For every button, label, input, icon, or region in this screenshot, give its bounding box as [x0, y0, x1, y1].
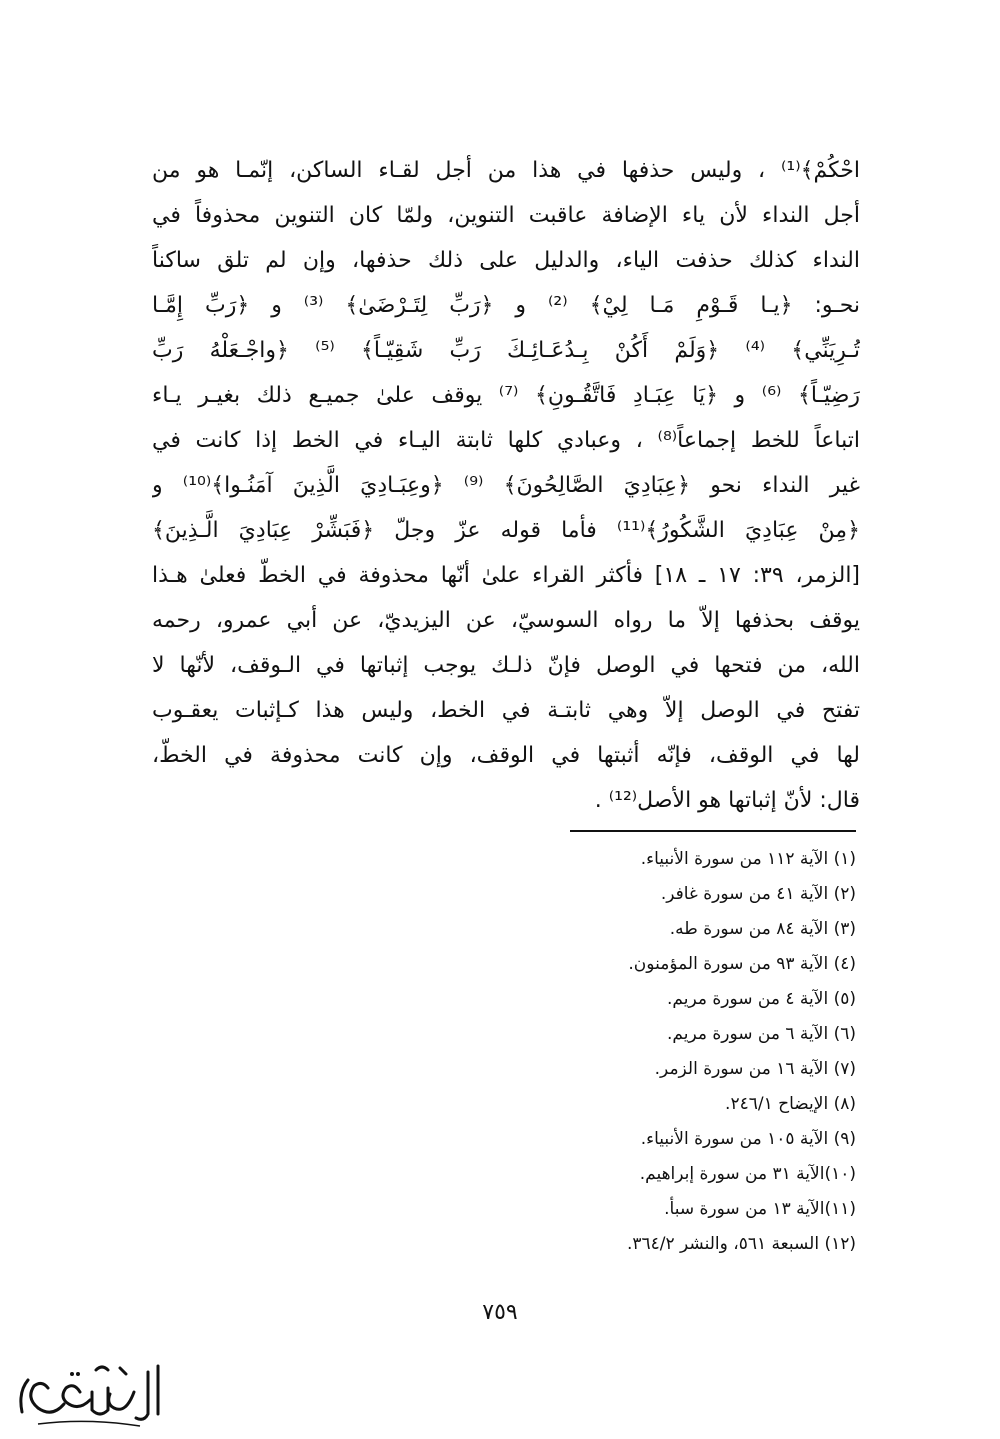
footnote: (٧) الآية ١٦ من سورة الزمر. — [654, 1059, 856, 1079]
text-line: رَضِيّـاً﴾ ⁽⁶⁾ و ﴿يَا عِبَـادِ فَاتَّقُـونِ﴾ ⁽⁷⁾ يوقف علىٰ جميـع ذلك بغيـر يـاء — [152, 383, 860, 408]
text-line: لها في الوقف، فإنّه أثبتها في الوقف، وإن كانت محذوفة في الخطّ، — [152, 743, 860, 768]
main-text-block — [152, 148, 860, 823]
footnote: (٦) الآية ٦ من سورة مريم. — [667, 1024, 856, 1044]
footnote: (٤) الآية ٩٣ من سورة المؤمنون. — [628, 954, 856, 974]
text-line: [الزمر، ٣٩: ١٧ ـ ١٨] فأكثر القراء علىٰ أنّها محذوفة في الخطّ فعلىٰ هـذا — [152, 563, 860, 588]
footnote-separator — [570, 830, 856, 832]
text-line: قال: لأنّ إثباتها هو الأصل⁽¹²⁾ . — [594, 788, 860, 813]
text-line: نحـو: ﴿يـا قَـوْمِ مَـا لِيْ﴾ ⁽²⁾ و ﴿رَبِّ لِتَـرْضَىٰ﴾ ⁽³⁾ و ﴿رَبِّ إِمَّـا — [152, 293, 860, 318]
text-line: ﴿مِنْ عِبَادِيَ الشَّكُورُ﴾⁽¹¹⁾ فأما قوله عزّ وجلّ ﴿فَبَشِّرْ عِبَادِيَ الَّـذِينَ﴾ — [152, 518, 860, 543]
text-line: أجل النداء لأن ياء الإضافة عاقبت التنوين، ولمّا كان التنوين محذوفاً في — [152, 203, 860, 228]
text-line: النداء كذلك حذفت الياء، والدليل على ذلك حذفها، وإن لم تلق ساكناً — [152, 248, 860, 273]
calligraphy-logo-icon — [8, 1352, 168, 1432]
footnote: (٥) الآية ٤ من سورة مريم. — [667, 989, 856, 1009]
footnote: (٨) الإيضاح ٢٤٦/١. — [725, 1094, 856, 1114]
text-line: الله، من فتحها في الوصل فإنّ ذلـك يوجب إثباتها في الـوقف، لأنّها لا — [152, 653, 860, 678]
footnote: (١١)الآية ١٣ من سورة سبأ. — [664, 1199, 856, 1219]
footnotes-block — [400, 842, 856, 1262]
text-line: احْكُمْ﴾⁽¹⁾ ، وليس حذفها في هذا من أجل لقـاء الساكن، إنّمـا هو من — [152, 158, 860, 183]
footnote: (١٠)الآية ٣١ من سورة إبراهيم. — [639, 1164, 856, 1184]
footnote: (٢) الآية ٤١ من سورة غافر. — [660, 884, 856, 904]
text-line: تُـرِيَنِّي﴾ ⁽⁴⁾ ﴿وَلَمْ أَكُنْ بِـدُعَـائِـكَ رَبِّ شَقِيّـاً﴾ ⁽⁵⁾ ﴿واجْـعَلْهُ رَبِّ — [152, 338, 860, 363]
text-line: تفتح في الوصل إلاّ وهي ثابتـة في الخط، وليس هذا كـإثبات يعقـوب — [152, 698, 860, 723]
page-number: ٧٥٩ — [482, 1300, 518, 1325]
footnote: (٣) الآية ٨٤ من سورة طه. — [669, 919, 856, 939]
text-line: اتباعاً للخط إجماعاً⁽⁸⁾ ، وعبادي كلها ثابتة اليـاء في الخط إذا كانت في — [152, 428, 860, 453]
text-line: غير النداء نحو ﴿عِبَادِيَ الصَّالِحُونَ﴾ ⁽⁹⁾ ﴿وعِبَـادِيَ الَّذِينَ آمَنُـوا﴾⁽¹⁰⁾ و — [152, 473, 860, 498]
footnote: (١٢) السبعة ٥٦١، والنشر ٣٦٤/٢. — [626, 1234, 856, 1254]
text-line: يوقف بحذفها إلاّ ما رواه السوسيّ، عن اليزيديّ، عن أبي عمرو، رحمه — [152, 608, 860, 633]
footnote: (١) الآية ١١٢ من سورة الأنبياء. — [640, 849, 856, 869]
footnote: (٩) الآية ١٠٥ من سورة الأنبياء. — [640, 1129, 856, 1149]
